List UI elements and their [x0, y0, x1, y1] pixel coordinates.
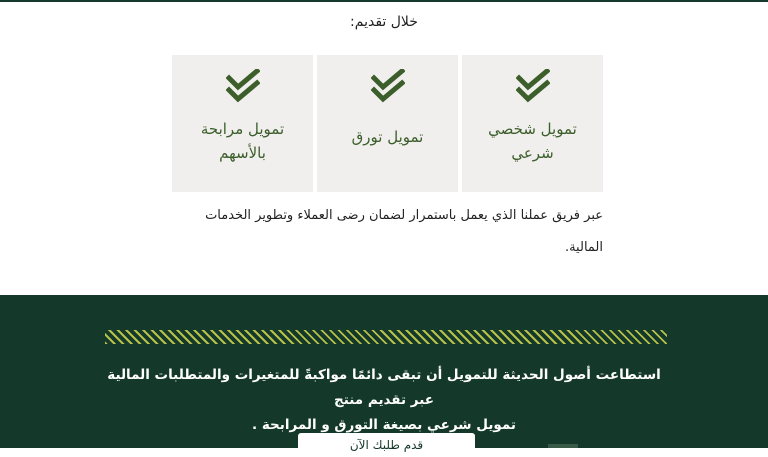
promo-text [100, 363, 668, 438]
double-check-icon [516, 69, 550, 103]
product-cards [172, 55, 603, 192]
decorative-stripe [105, 330, 667, 344]
intro-text: خلال تقديم: [350, 14, 418, 30]
side-marker [548, 444, 578, 448]
top-border [0, 0, 768, 2]
card-tawarruq [317, 55, 458, 192]
card-label: تمويل مرابحة بالأسهم [200, 120, 285, 162]
card-personal-finance [462, 55, 603, 192]
description-text: عبر فريق عملنا الذي يعمل باستمرار لضمان رضى العملاء وتطوير الخدمات المالية. [205, 208, 603, 255]
card-label: تمويل شخصي شرعي [488, 120, 577, 162]
double-check-icon [226, 69, 260, 103]
apply-now-button[interactable]: قدم طلبك الآن [298, 433, 475, 457]
card-murabaha-shares [172, 55, 313, 192]
promo-text-line-1: استطاعت أصول الحديثة للتمويل أن تبقى دائمًا مواكبةً للمتغيرات والمتطلبات المالية عبر تقديم منتج [107, 367, 661, 408]
card-label: تمويل تورق [351, 128, 424, 146]
promo-text-line-2: تمويل شرعي بصيغة التورق و المرابحة . [252, 417, 516, 433]
double-check-icon [371, 69, 405, 103]
